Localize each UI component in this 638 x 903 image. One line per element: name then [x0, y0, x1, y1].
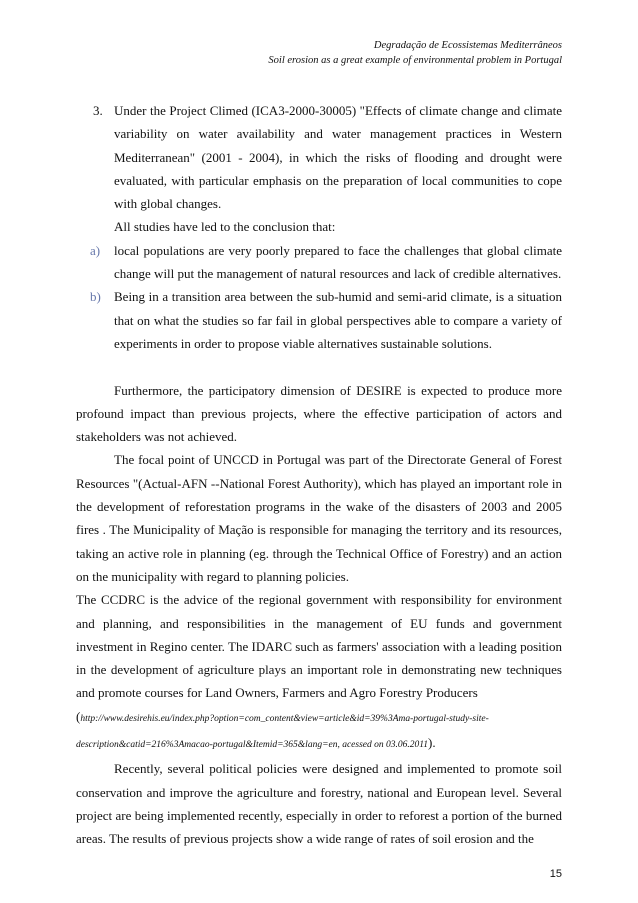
- blank-line: [76, 355, 562, 378]
- paragraph-ccdrc: The CCDRC is the advice of the regional government with responsibility for environment and planning, and responsibilities in the management of EU funds and government investment in Regino center. The IDARC such as farmers' association with a leading position in the development of agriculture plays an important role in demonstrating new techniques and promote courses for Land Owners, Farmers and Agro Forestry Producers: [76, 592, 562, 701]
- reference-close: ).: [428, 735, 436, 751]
- list-item-b: [76, 285, 562, 355]
- header-subtitle: Soil erosion as a great example of environmental problem in Portugal: [268, 55, 562, 66]
- list-item-text: local populations are very poorly prepared to face the challenges that global climate change will put the management of natural resources and lack of credible alternatives.: [114, 242, 562, 282]
- list-marker: b): [90, 289, 101, 305]
- running-header: [268, 38, 562, 68]
- page-body: [76, 99, 562, 851]
- page-number: 15: [549, 868, 562, 880]
- paragraph-unccd: The focal point of UNCCD in Portugal was part of the Directorate General of Forest Resources "(Actual-AFN --National Forest Authority), which has played an important role in the development of reforestation programs in the wake of the disasters of 2003 and 2005 fires . The Municipality of Mação is responsible for managing the territory and its resources, taking an active role in planning (eg. through the Technical Office of Forestry) and an action on the municipality with regard to planning policies.: [76, 452, 562, 584]
- reference-url: http://www.desirehis.eu/index.php?option=com_content&view=article&id=39%3Ama-portugal-study-site-description&catid=216%3Amacao-portugal&Itemid=365&lang=en, acessed on 03.06.2011: [76, 713, 489, 751]
- conclusion-intro: All studies have led to the conclusion that:: [114, 219, 336, 235]
- paragraph-recently: Recently, several political policies were designed and implemented to promote soil conservation and improve the agriculture and forestry, national and European level. Several project are being implemented recently, especially in order to reforest a portion of the burned areas. The results of previous projects show a wide range of rates of soil erosion and the: [76, 761, 562, 847]
- list-marker: a): [90, 242, 101, 258]
- list-item-text: Under the Project Climed (ICA3-2000-30005) "Effects of climate change and climate variability on water availability and water management practices in Western Mediterranean" (2001 - 2004), in which the risks of flooding and drought were evaluated, with particular emphasis on the preparation of local communities to cope with global changes.: [114, 103, 562, 212]
- paragraph-desire: Furthermore, the participatory dimension of DESIRE is expected to produce more profound impact than previous projects, where the effective participation of actors and stakeholders was not achieved.: [76, 382, 562, 445]
- list-item-3: [76, 99, 562, 215]
- reference-open: (: [76, 708, 81, 724]
- list-item-text: Being in a transition area between the sub-humid and semi-arid climate, is a situation that on what the studies so far fail in global perspectives able to compare a variety of experiments in order to propose viable alternatives sustainable solutions.: [114, 289, 562, 351]
- reference-citation: [76, 705, 562, 758]
- list-marker: 3.: [93, 103, 103, 118]
- header-title: Degradação de Ecossistemas Mediterrâneos: [373, 40, 562, 51]
- list-item-a: [76, 239, 562, 286]
